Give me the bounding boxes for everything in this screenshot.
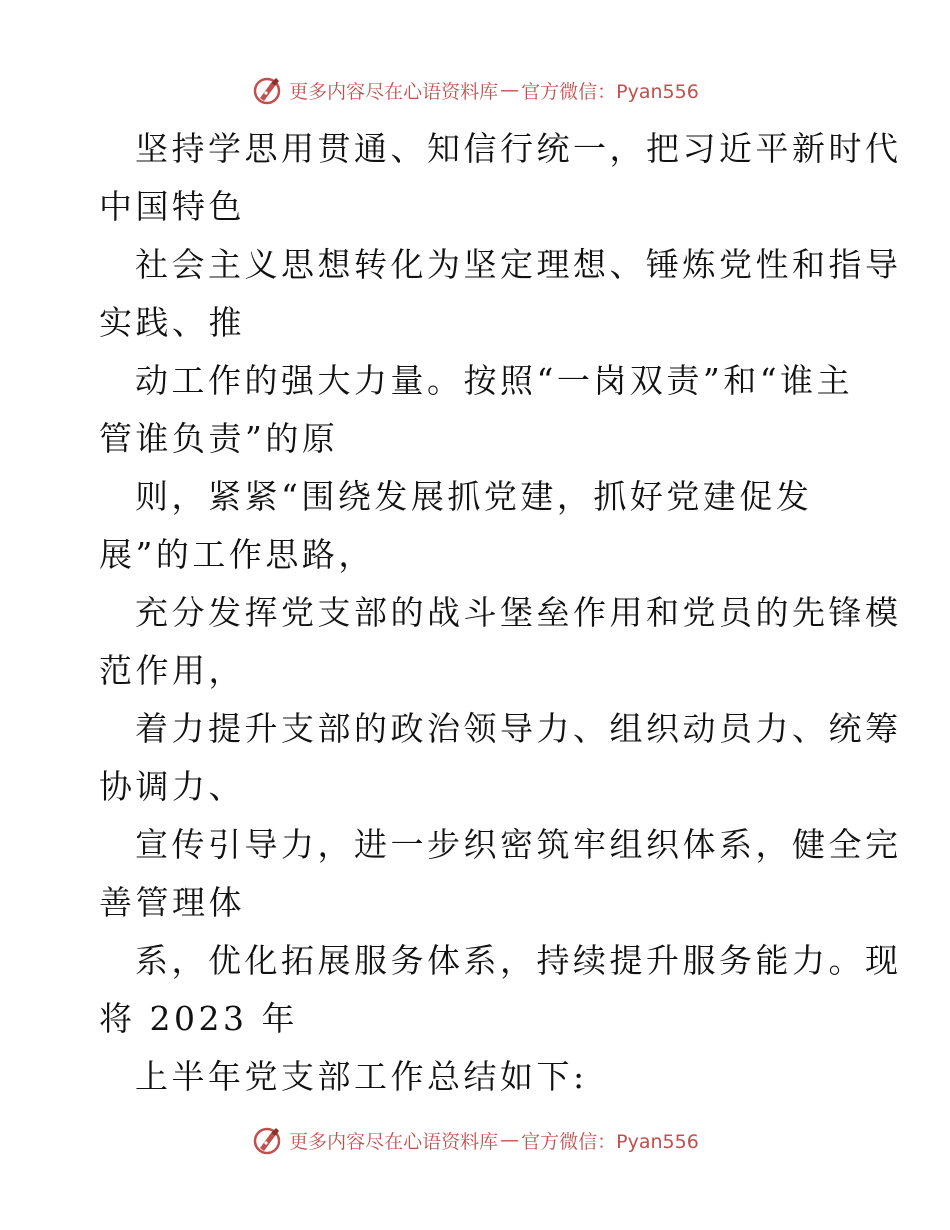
paragraph-line: 管谁负责”的原 — [99, 419, 339, 458]
paragraph — [99, 120, 902, 236]
paragraph-line: 善管理体 — [99, 883, 245, 922]
watermark-wechat-text: 官方微信：Pyan556 — [521, 1130, 699, 1153]
paragraph-line: 则，紧紧“围绕发展抓党建，抓好党建促发 — [135, 477, 813, 516]
paragraph — [99, 236, 902, 352]
paragraph — [99, 932, 902, 1048]
header-watermark — [0, 70, 950, 110]
paragraph-line: 坚持学思用贯通、知信行统一，把习近平新时代 — [135, 129, 902, 168]
paragraph-line: 着力提升支部的政治领导力、组织动员力、统筹 — [135, 709, 902, 748]
paragraph-line: 范作用， — [99, 651, 245, 690]
paragraph — [99, 468, 851, 584]
footer-watermark — [0, 1120, 950, 1160]
document-body — [99, 120, 902, 1106]
watermark-dash: — — [500, 79, 520, 101]
watermark-main-text: 更多内容尽在心语资料库 — [289, 80, 499, 103]
paragraph-line: 社会主义思想转化为坚定理想、锤炼党性和指导 — [135, 245, 902, 284]
paragraph-line: 动工作的强大力量。按照“一岗双责”和“谁主 — [135, 361, 854, 400]
pen-nib-logo-icon — [251, 74, 283, 106]
paragraph-line: 系，优化拓展服务体系，持续提升服务能力。现 — [135, 941, 902, 980]
paragraph — [99, 1048, 851, 1106]
paragraph-line: 上半年党支部工作总结如下: — [135, 1057, 588, 1096]
paragraph-line: 协调力、 — [99, 767, 245, 806]
paragraph-line: 充分发挥党支部的战斗堡垒作用和党员的先锋模 — [135, 593, 902, 632]
paragraph-line: 将 2023 年 — [99, 999, 298, 1038]
paragraph-line: 宣传引导力，进一步织密筑牢组织体系，健全完 — [135, 825, 902, 864]
watermark-dash: — — [500, 1129, 520, 1151]
paragraph — [99, 700, 902, 816]
pen-nib-logo-icon — [251, 1124, 283, 1156]
watermark-main-text: 更多内容尽在心语资料库 — [289, 1130, 499, 1153]
paragraph — [99, 352, 854, 468]
paragraph-line: 实践、推 — [99, 303, 245, 342]
paragraph-line: 中国特色 — [99, 187, 245, 226]
paragraph — [99, 816, 902, 932]
paragraph — [99, 584, 902, 700]
watermark-wechat-text: 官方微信：Pyan556 — [521, 80, 699, 103]
paragraph-line: 展”的工作思路， — [99, 535, 375, 574]
